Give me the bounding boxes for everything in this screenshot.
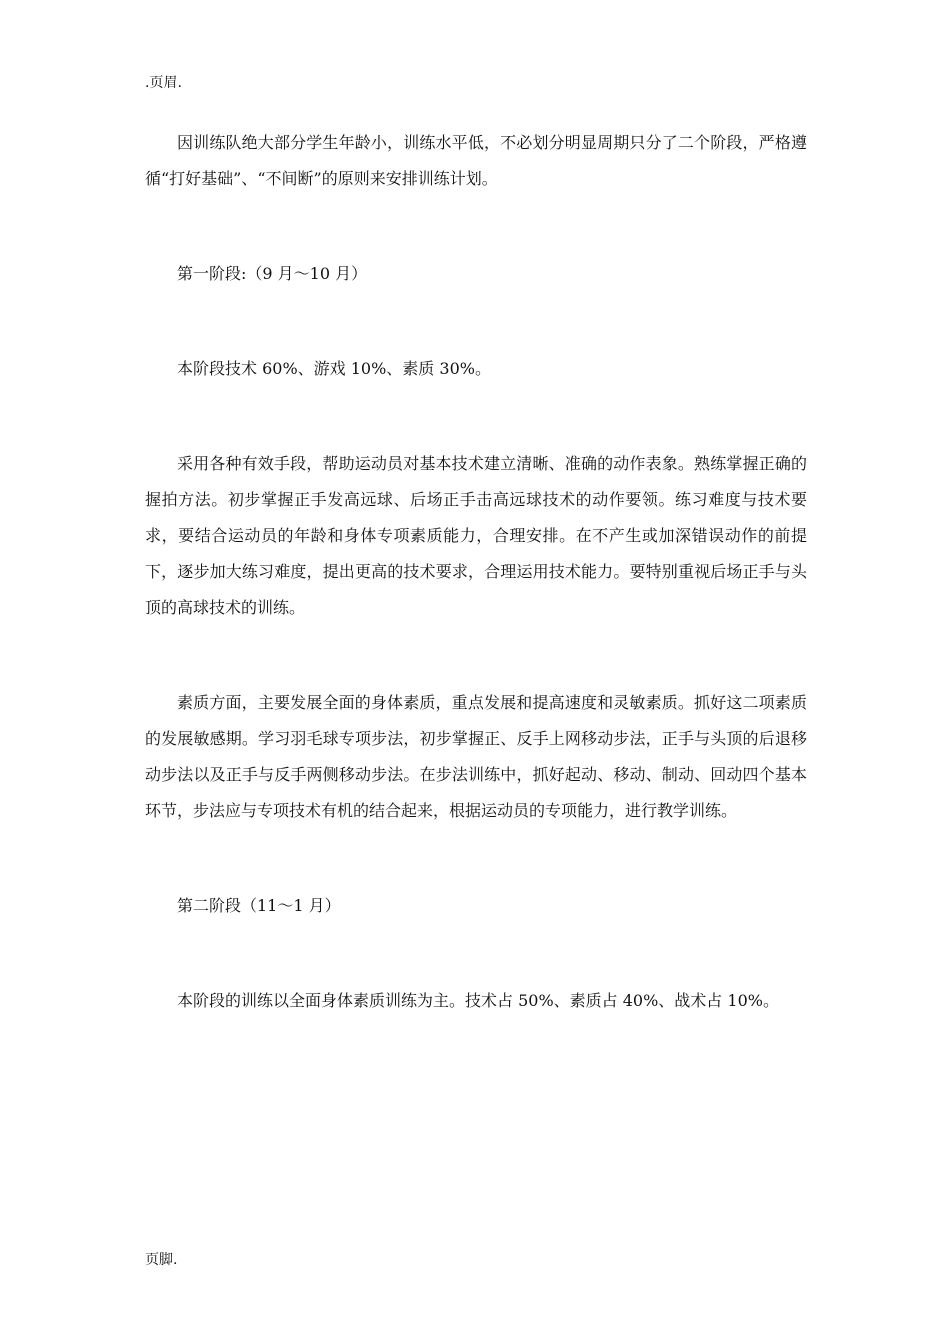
page-footer: 页脚. [145,1252,178,1268]
stage-one-ratio: 本阶段技术 60%、游戏 10%、素质 30%。 [177,359,491,378]
page-header: .页眉. [145,75,182,91]
paragraph-gap [145,626,807,685]
intro-paragraph: 因训练队绝大部分学生年龄小，训练水平低，不必划分明显周期只分了二个阶段，严格遵循“打好基础”、“不间断”的原则来安排训练计划。 [145,133,807,188]
document-body [145,125,807,1019]
paragraph-gap [145,924,807,983]
paragraph-gap [145,292,807,351]
paragraph-gap [145,387,807,446]
stage-one-technique-paragraph: 采用各种有效手段，帮助运动员对基本技术建立清晰、准确的动作表象。熟练掌握正确的握拍方法。初步掌握正手发高远球、后场正手击高远球技术的动作要领。练习难度与技术要求，要结合运动员的年龄和身体专项素质能力，合理安排。在不产生或加深错误动作的前提下，逐步加大练习难度，提出更高的技术要求，合理运用技术能力。要特别重视后场正手与头顶的高球技术的训练。 [145,454,807,617]
stage-two-heading: 第二阶段（11～1 月） [177,896,341,915]
stage-two-ratio: 本阶段的训练以全面身体素质训练为主。技术占 50%、素质占 40%、战术占 10%。 [177,991,779,1010]
paragraph-gap [145,197,807,256]
stage-one-heading: 第一阶段:（9 月～10 月） [177,264,368,283]
paragraph-gap [145,829,807,888]
stage-one-fitness-paragraph: 素质方面，主要发展全面的身体素质，重点发展和提高速度和灵敏素质。抓好这二项素质的发展敏感期。学习羽毛球专项步法，初步掌握正、反手上网移动步法，正手与头顶的后退移动步法以及正手与反手两侧移动步法。在步法训练中，抓好起动、移动、制动、回动四个基本环节，步法应与专项技术有机的结合起来，根据运动员的专项能力，进行教学训练。 [145,693,807,820]
